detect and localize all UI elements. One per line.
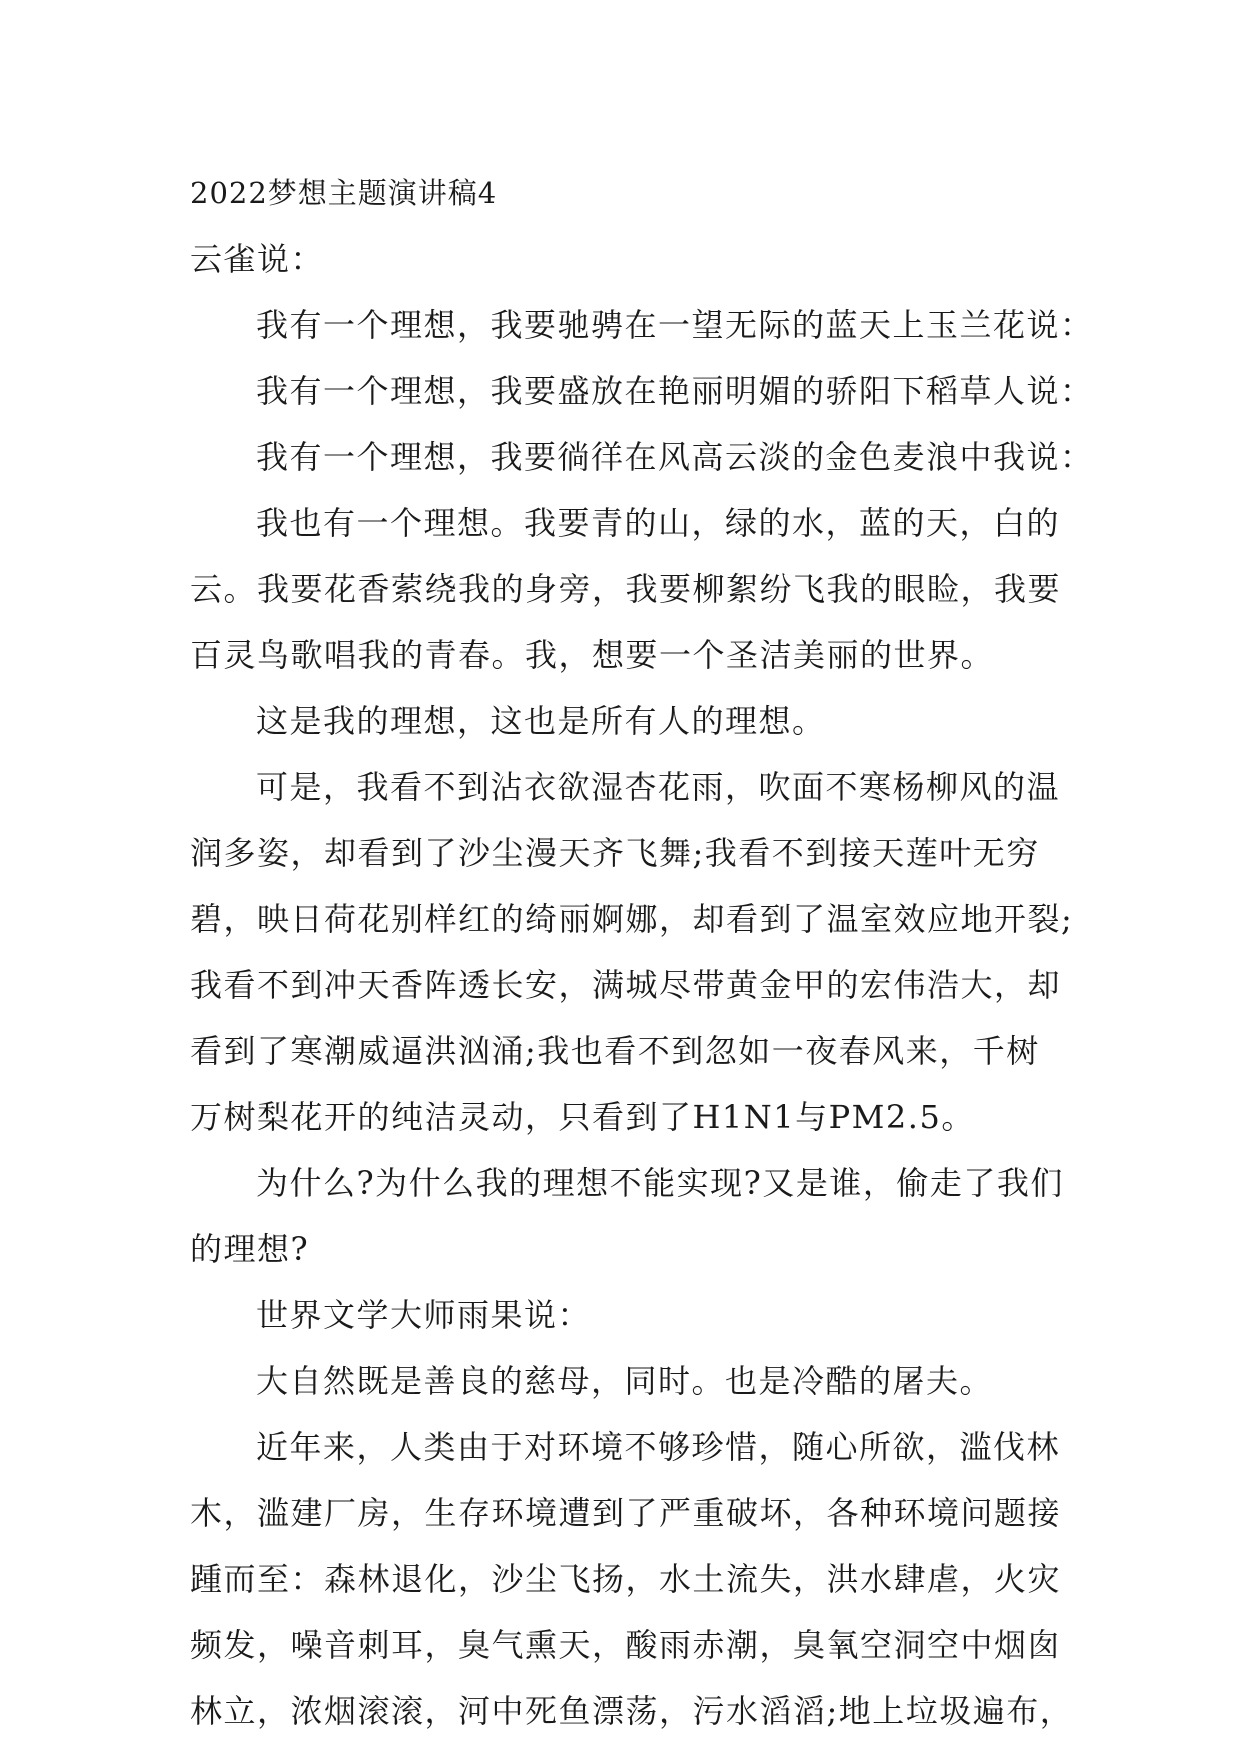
- text-line: 大自然既是善良的慈母，同时。也是冷酷的屠夫。: [256, 1362, 994, 1400]
- text-line: 这是我的理想，这也是所有人的理想。: [256, 702, 826, 740]
- text-line: 林立，浓烟滚滚，河中死鱼漂荡，污水滔滔;地上垃圾遍布，: [190, 1692, 1074, 1730]
- text-line: 世界文学大师雨果说：: [256, 1296, 592, 1334]
- text-line: 百灵鸟歌唱我的青春。我，想要一个圣洁美丽的世界。: [190, 636, 995, 674]
- text-line: 为什么?为什么我的理想不能实现?又是谁，偷走了我们: [256, 1164, 1064, 1202]
- text-line: 我也有一个理想。我要青的山，绿的水，蓝的天，白的: [256, 504, 1061, 542]
- text-line: 我看不到冲天香阵透长安，满城尽带黄金甲的宏伟浩大，却: [190, 966, 1062, 1004]
- text-line: 云。我要花香萦绕我的身旁，我要柳絮纷飞我的眼睑，我要: [190, 570, 1062, 608]
- document-body: [190, 160, 1094, 1744]
- text-line: 碧，映日荷花别样红的绮丽婀娜，却看到了温室效应地开裂;: [190, 900, 1074, 938]
- text-line: 频发，噪音刺耳，臭气熏天，酸雨赤潮，臭氧空洞空中烟囱: [190, 1626, 1062, 1664]
- text-line: 近年来，人类由于对环境不够珍惜，随心所欲，滥伐林: [256, 1428, 1061, 1466]
- text-line: 我有一个理想，我要徜徉在风高云淡的金色麦浪中我说：: [256, 438, 1094, 476]
- text-line: 木，滥建厂房，生存环境遭到了严重破坏，各种环境问题接: [190, 1494, 1062, 1532]
- text-line: 润多姿，却看到了沙尘漫天齐飞舞;我看不到接天莲叶无穷: [190, 834, 1040, 872]
- text-line: 踵而至：森林退化，沙尘飞扬，水土流失，洪水肆虐，火灾: [190, 1560, 1062, 1598]
- text-line: 我有一个理想，我要盛放在艳丽明媚的骄阳下稻草人说：: [256, 372, 1094, 410]
- text-line: 看到了寒潮威逼洪汹涌;我也看不到忽如一夜春风来，千树: [190, 1032, 1040, 1070]
- text-line: 可是，我看不到沾衣欲湿杏花雨，吹面不寒杨柳风的温: [256, 768, 1061, 806]
- text-line: 万树梨花开的纯洁灵动，只看到了H1N1与PM2.5。: [190, 1098, 975, 1136]
- text-line: 云雀说：: [190, 240, 325, 278]
- document-title: 2022梦想主题演讲稿4: [190, 176, 498, 210]
- text-line: 的理想?: [190, 1230, 310, 1268]
- text-line: 我有一个理想，我要驰骋在一望无际的蓝天上玉兰花说：: [256, 306, 1094, 344]
